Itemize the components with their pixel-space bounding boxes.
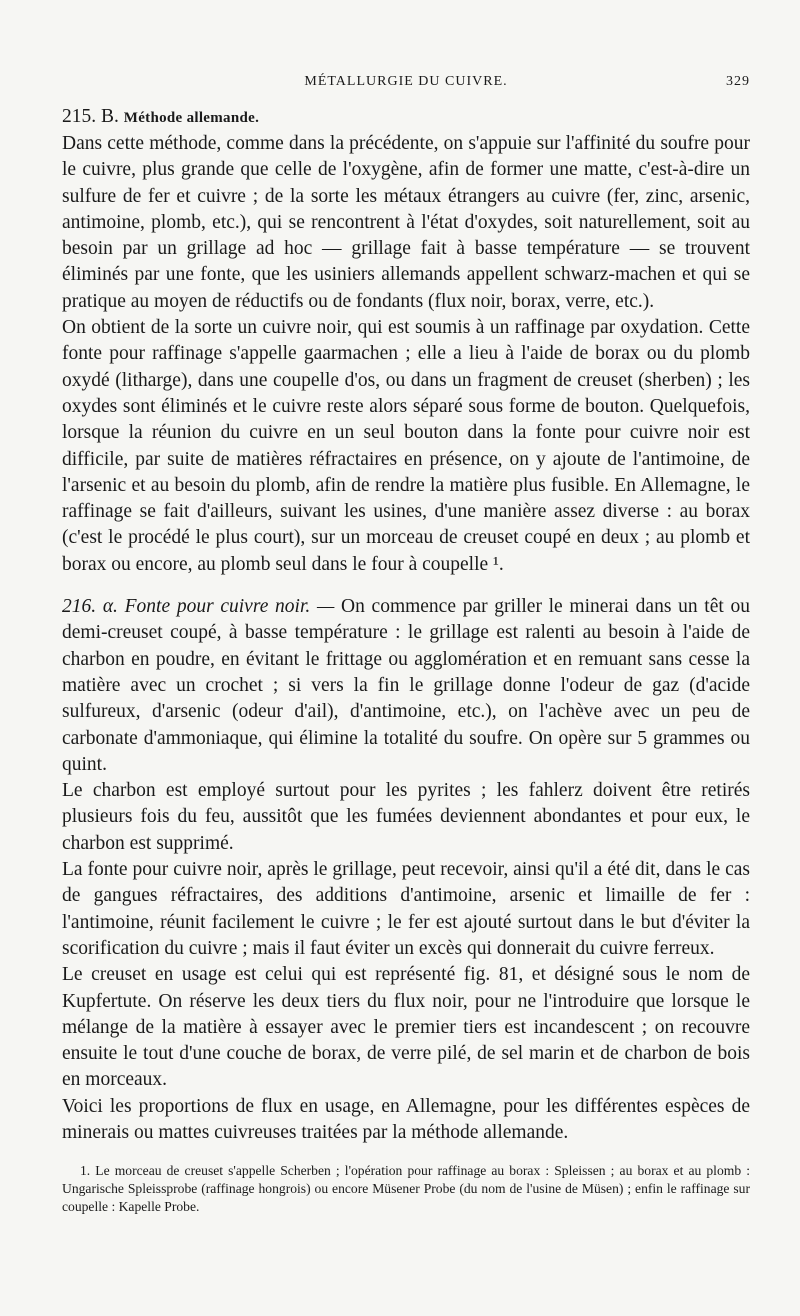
footnotes	[62, 1162, 750, 1216]
paragraph: Voici les proportions de flux en usage, en Allemagne, pour les différentes espèces de minerais ou mattes cuivreuses traitées par la méthode allemande.	[62, 1095, 750, 1143]
section-title: Méthode allemande.	[123, 110, 260, 126]
paragraph: Dans cette méthode, comme dans la précédente, on s'appuie sur l'affinité du soufre pour le cuivre, plus grande que celle de l'oxygène, afin de former une matte, c'est-à-dire un sulfure de fer et cuivre ; de la sorte les métaux étrangers au cuivre (fer, zinc, arsenic, antimoine, plomb, etc.), qui se rencontrent à l'état d'oxydes, soit naturellement, soit au besoin par un grillage ad hoc — grillage fait à basse température — se trouvent éliminés par une fonte, que les usiniers allemands appellent schwarz-machen et qui se pratique au moyen de réductifs ou de fondants (flux noir, borax, verre, etc.).	[62, 133, 750, 312]
page-body	[62, 104, 750, 1216]
paragraph: Le charbon est employé surtout pour les pyrites ; les fahlerz doivent être retirés plusieurs fois du feu, aussitôt que les fumées deviennent abondantes et pour eux, le charbon est supprimé.	[62, 780, 750, 854]
paragraph: La fonte pour cuivre noir, après le grillage, peut recevoir, ainsi qu'il a été dit, dans le cas de gangues réfractaires, des additions d'antimoine, arsenic et limaille de fer : l'antimoine, réunit facilement le cuivre ; le fer est ajouté surtout dans le but d'éviter la scorification du cuivre ; mais il faut éviter un excès qui donnerait du cuivre ferreux.	[62, 859, 750, 959]
paragraph: On obtient de la sorte un cuivre noir, qui est soumis à un raffinage par oxydation. Cette fonte pour raffinage s'appelle gaarmachen ; elle a lieu à l'aide de borax ou du plomb oxydé (litharge), dans une coupelle d'os, ou dans un fragment de creuset (sherben) ; les oxydes sont éliminés et le cuivre reste alors séparé sous forme de bouton. Quelquefois, lorsque la réunion du cuivre en un seul bouton dans la fonte pour cuivre noir est difficile, par suite de matières réfractaires en présence, on y ajoute de l'antimoine, de l'arsenic et au besoin du plomb, afin de rendre la matière plus fusible. En Allemagne, le raffinage se fait d'ailleurs, suivant les usines, d'une manière assez diverse : au borax (c'est le procédé le plus court), sur un morceau de creuset coupé en deux ; au plomb et borax ou encore, au plomb seul dans le four à coupelle ¹.	[62, 317, 750, 575]
paragraph-text: On commence par griller le minerai dans un têt ou demi-creuset coupé, à basse température : le grillage est ralenti au besoin à l'aide de charbon en poudre, en évitant le frittage ou agglomération et en remuant sans cesse la matière avec un crochet ; si vers la fin le grillage donne l'odeur de gaz (d'acide sulfureux, d'arsenic (odeur d'ail), d'antimoine, etc.), on l'achève avec un peu de carbonate d'ammoniaque, qui élimine la totalité du soufre. On opère sur 5 grammes ou quint.	[62, 596, 750, 775]
section-216-heading: 216. α. Fonte pour cuivre noir. —	[62, 596, 335, 618]
footnote: 1. Le morceau de creuset s'appelle Scherben ; l'opération pour raffinage au borax : Spleissen ; au borax et au plomb : Ungarische Spleissprobe (raffinage hongrois) ou encore Müsener Probe (du nom de l'usine de Müsen) ; enfin le raffinage sur coupelle : Kapelle Probe.	[62, 1163, 750, 1215]
page-number: 329	[726, 74, 750, 89]
section-number: 215. B.	[62, 106, 119, 127]
running-head	[62, 74, 750, 94]
running-head-title: MÉTALLURGIE DU CUIVRE.	[304, 74, 508, 89]
paragraph: Le creuset en usage est celui qui est représenté fig. 81, et désigné sous le nom de Kupfertute. On réserve les deux tiers du flux noir, pour ne l'introduire que lorsque le mélange de la matière à essayer avec le premier tiers est incandescent ; on recouvre ensuite le tout d'une couche de borax, de verre pilé, de sel marin et de charbon de bois en morceaux.	[62, 964, 750, 1091]
paragraph	[62, 594, 750, 778]
section-215-heading	[62, 104, 750, 131]
